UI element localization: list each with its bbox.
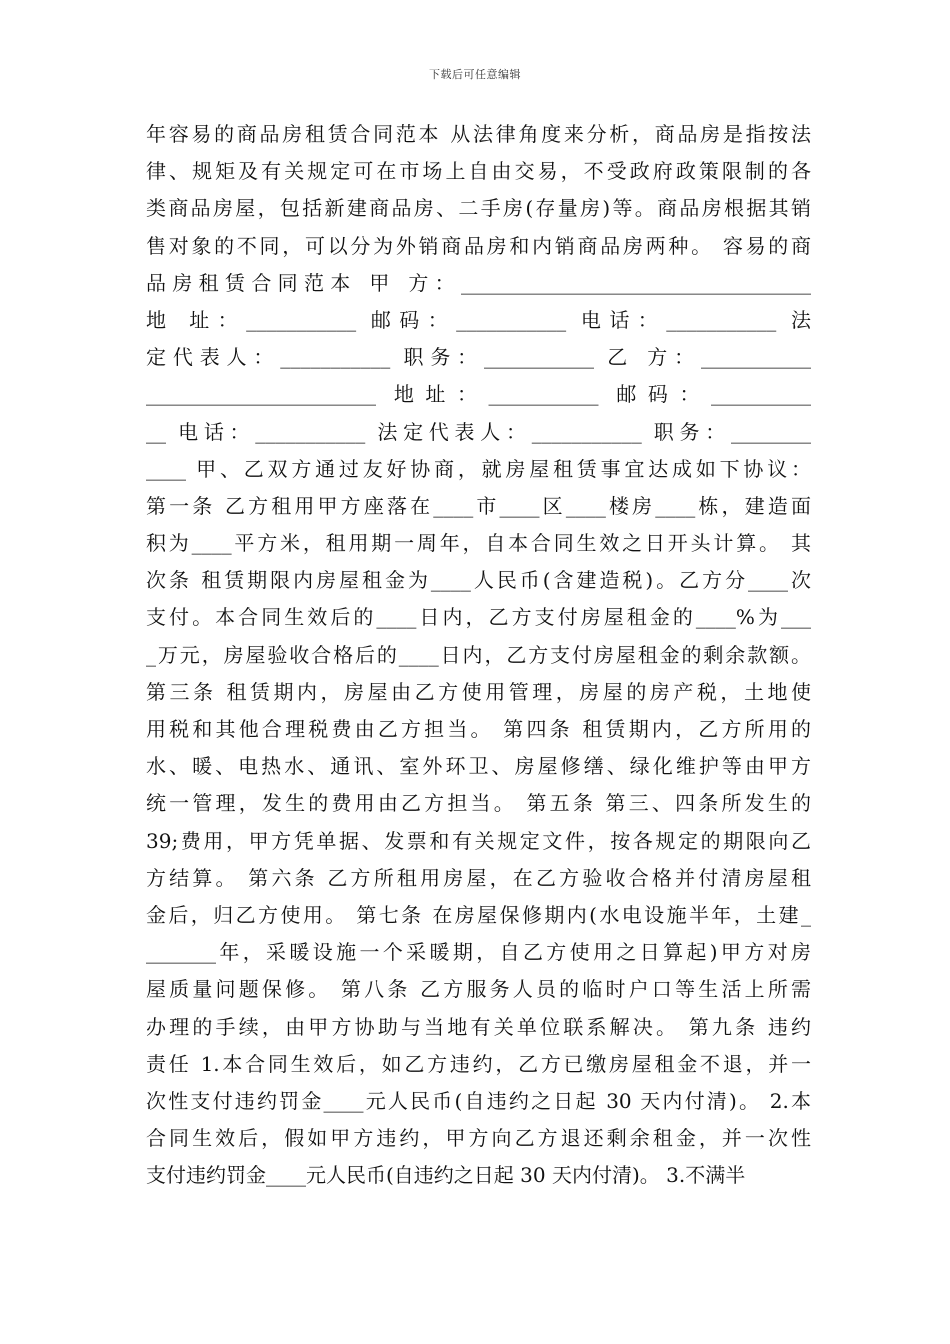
body-line: 积为____平方米，租用期一周年，自本合同生效之日开头计算。 其 — [146, 531, 811, 556]
body-line: 用税和其他合理税费由乙方担当。 第四条 租赁期内，乙方所用的 — [146, 717, 811, 741]
document-body — [146, 116, 811, 1194]
body-line: 39;费用，甲方凭单据、发票和有关规定文件，按各规定的期限向乙 — [146, 828, 811, 853]
body-line: 次性支付违约罚金____元人民币(自违约之日起 30 天内付清)。 2.本 — [146, 1088, 811, 1113]
body-line: 售对象的不同，可以分为外销商品房和内销商品房两种。 容易的商 — [146, 233, 811, 258]
body-line: 方结算。 第六条 乙方所租用房屋，在乙方验收合格并付清房屋租 — [146, 865, 811, 890]
body-line: _______________________ 地址：___________ 邮码：__________ — [146, 382, 811, 407]
body-line: _万元，房屋验收合格后的____日内，乙方支付房屋租金的剩余款额。 — [146, 642, 811, 667]
body-line: 统一管理，发生的费用由乙方担当。 第五条 第三、四条所发生的 — [146, 791, 811, 816]
body-line: 水、暖、电热水、通讯、室外环卫、房屋修缮、绿化维护等由甲方 — [146, 754, 811, 779]
body-line: 支付违约罚金____元人民币(自违约之日起 30 天内付清)。 3.不满半 — [146, 1163, 746, 1188]
body-line: ____ 甲、乙双方通过友好协商，就房屋租赁事宜达成如下协议： — [146, 456, 811, 481]
body-line: 律、规矩及有关规定可在市场上自由交易，不受政府政策限制的各 — [146, 159, 811, 184]
body-line: 合同生效后，假如甲方违约，甲方向乙方退还剩余租金，并一次性 — [146, 1126, 811, 1151]
body-line: 定代表人：___________ 职务：___________ 乙 方：___________ — [146, 345, 811, 370]
body-line: 办理的手续，由甲方协助与当地有关单位联系解决。 第九条 违约 — [146, 1014, 811, 1039]
body-line: 地 址：___________ 邮码：___________ 电话：___________ 法 — [146, 307, 811, 332]
body-line: 年容易的商品房租赁合同范本 从法律角度来分析，商品房是指按法 — [146, 122, 811, 146]
body-line: __ 电话：___________ 法定代表人：___________ 职务：________ — [146, 419, 811, 444]
body-line: 第一条 乙方租用甲方座落在____市____区____楼房____栋，建造面 — [146, 493, 811, 518]
body-line: 金后，归乙方使用。 第七条 在房屋保修期内(水电设施半年，土建_ — [146, 902, 811, 927]
body-line: 责任 1.本合同生效后，如乙方违约，乙方已缴房屋租金不退，并一 — [146, 1051, 811, 1076]
body-line: 次条 租赁期限内房屋租金为____人民币(含建造税)。乙方分____次 — [146, 568, 811, 593]
page-header-note: 下载后可任意编辑 — [429, 68, 521, 81]
body-line: 品房租赁合同范本 甲 方：___________________________________ — [146, 270, 811, 295]
body-line: 类商品房屋，包括新建商品房、二手房(存量房)等。商品房根据其销 — [146, 196, 811, 221]
body-line: 屋质量问题保修。 第八条 乙方服务人员的临时户口等生活上所需 — [146, 977, 811, 1002]
body-line: 支付。本合同生效后的____日内，乙方支付房屋租金的____%为___ — [146, 605, 811, 630]
body-line: 第三条 租赁期内，房屋由乙方使用管理，房屋的房产税，土地使 — [146, 679, 811, 704]
body-line: _______年，采暖设施一个采暖期，自乙方使用之日算起)甲方对房 — [146, 940, 811, 965]
